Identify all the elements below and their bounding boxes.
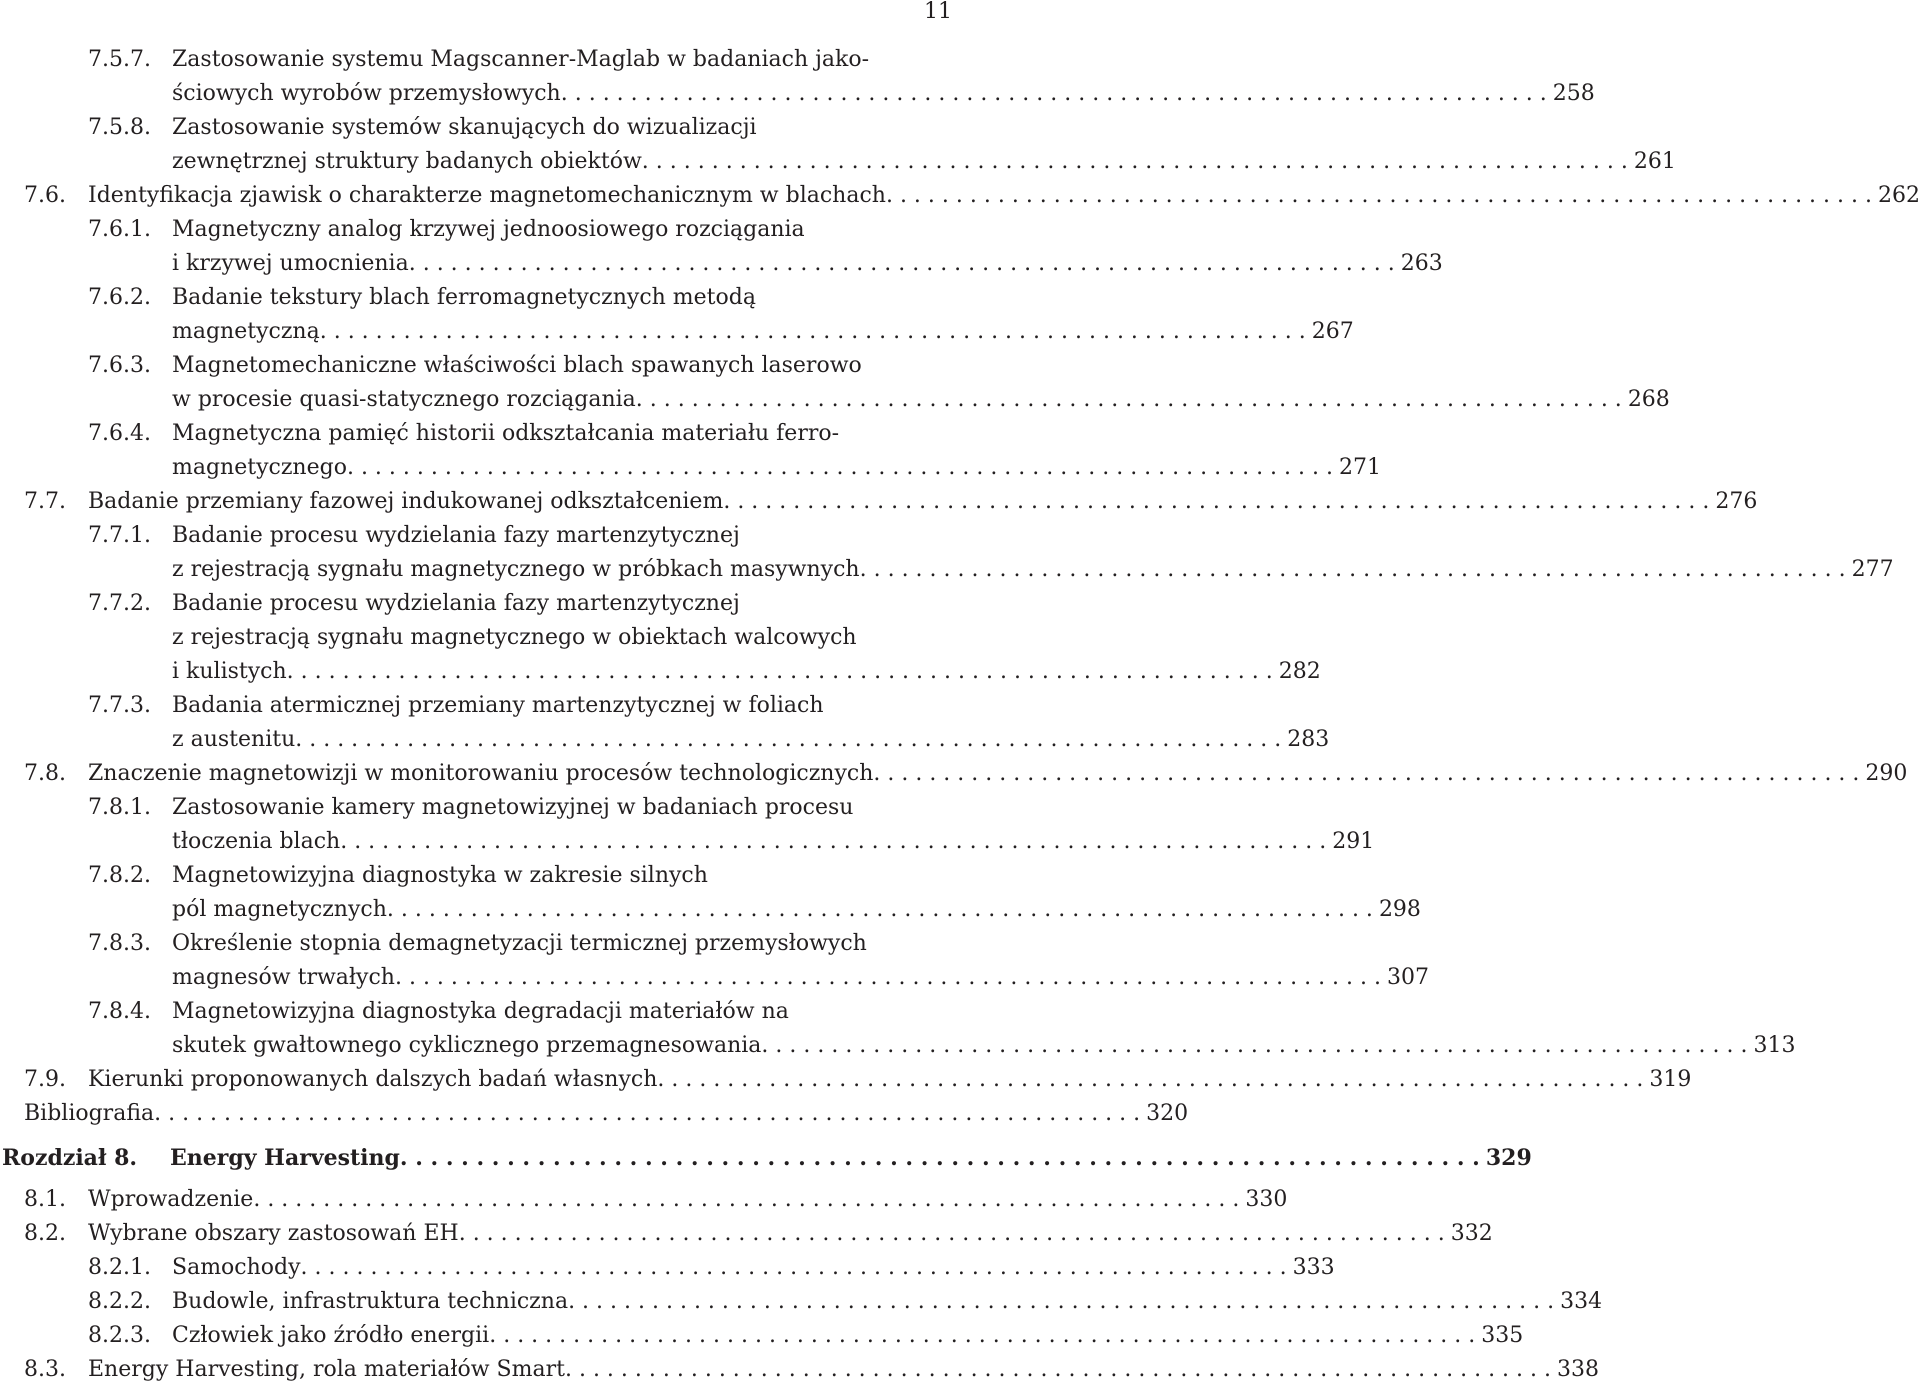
toc-entry-title-line: Badanie tekstury blach ferromagnetycznych metodą [172, 285, 756, 310]
toc-entry-number: 7.6.3. [88, 353, 151, 378]
toc-entry [0, 1284, 1603, 1318]
toc-entry-page: 330 [1245, 1187, 1288, 1212]
toc-entry [0, 1182, 1288, 1216]
toc-entry-title-line: Energy Harvesting [170, 1145, 400, 1171]
dot-leader: . . . . . . . . . . . . . . . . . . . . . . . . . . . . . . . . . . . . . . . . . . . . . . . . . . . . . . . . . . . . . . . . . . . . . . . [885, 183, 1872, 208]
toc-entry [0, 1250, 1335, 1284]
toc-entry-title-line: Człowiek jako źródło energii [172, 1323, 490, 1348]
toc-entry [0, 858, 1421, 926]
dot-leader: . . . . . . . . . . . . . . . . . . . . . . . . . . . . . . . . . . . . . . . . . . . . . . . . . . . . . . . . . . . . . . . . . . . . . . . [340, 829, 1327, 854]
toc-entry-title-line: Wprowadzenie [88, 1187, 254, 1212]
toc-entry-title-line: Badanie przemiany fazowej indukowanej odkształceniem [88, 489, 724, 514]
dot-leader: . . . . . . . . . . . . . . . . . . . . . . . . . . . . . . . . . . . . . . . . . . . . . . . . . . . . . . . . . . . . . . . . . . . . . . . [295, 727, 1282, 752]
toc-entry [0, 1318, 1524, 1352]
toc-entry-number: 7.7.3. [88, 693, 151, 718]
toc-entry-title-line: Magnetomechaniczne właściwości blach spawanych laserowo [172, 353, 862, 378]
toc-entry [0, 756, 1908, 790]
toc-entry-page: 290 [1865, 761, 1908, 786]
dot-leader: . . . . . . . . . . . . . . . . . . . . . . . . . . . . . . . . . . . . . . . . . . . . . . . . . . . . . . . . . . . . . . . . . . . . . . . [286, 659, 1273, 684]
toc-entry-page: 333 [1292, 1255, 1335, 1280]
toc-entry-title-line: Budowle, infrastruktura techniczna [172, 1289, 569, 1314]
toc-entry [0, 1352, 1600, 1386]
toc-entry [0, 42, 1595, 110]
toc-entry-title-line: magnesów trwałych [172, 965, 395, 990]
toc-entry-last-line [172, 314, 1354, 350]
toc-entry-title-line: z austenitu [172, 727, 296, 752]
toc-entry-page: 271 [1339, 455, 1381, 480]
dot-leader: . . . . . . . . . . . . . . . . . . . . . . . . . . . . . . . . . . . . . . . . . . . . . . . . . . . . . . . . . . . . . . . . . . . . . . . [723, 489, 1710, 514]
toc-entry [0, 178, 1920, 212]
toc-entry [0, 416, 1381, 484]
toc-entry-page: 298 [1378, 897, 1421, 922]
toc-entry-last-line [88, 1062, 1692, 1098]
dot-leader: . . . . . . . . . . . . . . . . . . . . . . . . . . . . . . . . . . . . . . . . . . . . . . . . . . . . . . . . . . . . . . . . . . . . . . . [560, 81, 1547, 106]
toc-entry-title-line: Zastosowanie systemów skanujących do wizualizacji [172, 115, 757, 140]
dot-leader: . . . . . . . . . . . . . . . . . . . . . . . . . . . . . . . . . . . . . . . . . . . . . . . . . . . . . . . . . . . . . . . . . . . . . . . [300, 1255, 1287, 1280]
toc-entry-title-line: Określenie stopnia demagnetyzacji termicznej przemysłowych [172, 931, 867, 956]
toc-entry-page: 307 [1387, 965, 1430, 990]
toc-entry-number: 8.2.1. [88, 1255, 151, 1280]
toc-entry-last-line [88, 178, 1920, 214]
toc-entry-number: 7.6.4. [88, 421, 151, 446]
toc-entry-title-line: Magnetyczny analog krzywej jednoosiowego rozciągania [172, 217, 805, 242]
toc-entry-title-line: Zastosowanie systemu Magscanner-Maglab w badaniach jako- [172, 47, 870, 72]
toc-entry-last-line [172, 1028, 1796, 1064]
toc-entry-last-line [88, 484, 1758, 520]
toc-entry [0, 1062, 1692, 1096]
toc-entry-title-line: Energy Harvesting, rola materiałów Smart [88, 1357, 565, 1382]
toc-entry-page: 268 [1627, 387, 1670, 412]
toc-entry-page: 319 [1649, 1067, 1692, 1092]
toc-entry-page: 267 [1311, 319, 1354, 344]
dot-leader: . . . . . . . . . . . . . . . . . . . . . . . . . . . . . . . . . . . . . . . . . . . . . . . . . . . . . . . . . . . . . . . . . . . . . . . [408, 251, 1395, 276]
toc-entry-last-line [172, 654, 1321, 690]
toc-entry-number: 7.5.8. [88, 115, 151, 140]
toc-entry-page: 332 [1450, 1221, 1493, 1246]
dot-leader: . . . . . . . . . . . . . . . . . . . . . . . . . . . . . . . . . . . . . . . . . . . . . . . . . . . . . . . . . . . . . . . . . . . . . . . [564, 1357, 1552, 1382]
toc-entry-page: 262 [1878, 183, 1920, 208]
toc-entry-number: 7.8.4. [88, 999, 151, 1024]
dot-leader: . . . . . . . . . . . . . . . . . . . . . . . . . . . . . . . . . . . . . . . . . . . . . . . . . . . . . . . . . . . . . . . . . . . . . . . [386, 897, 1373, 922]
toc-entry-page: 261 [1633, 149, 1676, 174]
toc-entry-title-line: Magnetyczna pamięć historii odkształcania materiału ferro- [172, 421, 840, 446]
toc-entry-last-line [172, 246, 1443, 282]
dot-leader: . . . . . . . . . . . . . . . . . . . . . . . . . . . . . . . . . . . . . . . . . . . . . . . . . . . . . . . . . . . . . . . . . . . . . . . [399, 1145, 1480, 1171]
toc-entry-last-line [88, 1182, 1288, 1218]
toc-entry-last-line [172, 892, 1421, 928]
dot-leader: . . . . . . . . . . . . . . . . . . . . . . . . . . . . . . . . . . . . . . . . . . . . . . . . . . . . . . . . . . . . . . . . . . . . . . . [873, 761, 1860, 786]
toc-entry-number: Rozdział 8. [2, 1145, 138, 1171]
toc-entry [0, 518, 1894, 586]
toc-entry-page: 283 [1287, 727, 1330, 752]
toc-entry-number: 7.8. [24, 761, 66, 786]
toc-entry-page: 320 [1146, 1101, 1189, 1126]
toc-entry-title-line: zewnętrznej struktury badanych obiektów [172, 149, 642, 174]
toc-entry-title-line: Magnetowizyjna diagnostyka w zakresie silnych [172, 863, 708, 888]
toc-entry-last-line [88, 1352, 1600, 1388]
toc-entry [0, 212, 1443, 280]
toc-entry-last-line [172, 552, 1894, 588]
toc-entry-number: 8.2.3. [88, 1323, 151, 1348]
toc-entry-title-line: z rejestracją sygnału magnetycznego w obiektach walcowych [172, 625, 857, 650]
toc-entry-page: 335 [1481, 1323, 1524, 1348]
toc-entry-last-line [88, 756, 1908, 792]
toc-entry-number: 8.3. [24, 1357, 66, 1382]
toc-entry-number: 7.6. [24, 183, 66, 208]
toc-entry-number: 8.2.2. [88, 1289, 151, 1314]
dot-leader: . . . . . . . . . . . . . . . . . . . . . . . . . . . . . . . . . . . . . . . . . . . . . . . . . . . . . . . . . . . . . . . . . . . . . . . [253, 1187, 1240, 1212]
toc-entry-page: 263 [1400, 251, 1443, 276]
toc-entry [0, 926, 1430, 994]
toc-entry [0, 790, 1375, 858]
toc-entry [0, 1096, 1189, 1130]
toc-entry-page: 276 [1715, 489, 1758, 514]
toc-entry-title-line: Zastosowanie kamery magnetowizyjnej w badaniach procesu [172, 795, 854, 820]
page-number: 11 [924, 0, 952, 24]
dot-leader: . . . . . . . . . . . . . . . . . . . . . . . . . . . . . . . . . . . . . . . . . . . . . . . . . . . . . . . . . . . . . . . . . . . . . . . [394, 965, 1382, 990]
toc-entry [0, 280, 1354, 348]
toc-entry-title-line: Wybrane obszary zastosowań EH [88, 1221, 459, 1246]
toc-entry [0, 110, 1676, 178]
toc-entry-title-line: Bibliografia [24, 1101, 155, 1126]
toc-entry-page: 282 [1278, 659, 1321, 684]
toc-entry-last-line [172, 144, 1676, 180]
toc-entry-title-line: magnetycznego [172, 455, 347, 480]
toc-entry-number: 7.9. [24, 1067, 66, 1092]
toc-entry-number: 8.1. [24, 1187, 66, 1212]
toc-entry-title-line: ściowych wyrobów przemysłowych [172, 81, 561, 106]
toc-entry-last-line [172, 76, 1595, 112]
toc-entry-page: 291 [1332, 829, 1375, 854]
toc-entry-title-line: Samochody [172, 1255, 301, 1280]
toc-entry-last-line [172, 960, 1430, 996]
toc-entry-last-line [88, 1216, 1493, 1252]
toc-entry-title-line: magnetyczną [172, 319, 320, 344]
toc-entry-title-line: i krzywej umocnienia [172, 251, 409, 276]
toc-entry-number: 7.7.2. [88, 591, 151, 616]
toc-entry [0, 484, 1758, 518]
toc-entry-title-line: i kulistych [172, 659, 287, 684]
toc-entry-title-line: pól magnetycznych [172, 897, 387, 922]
toc-entry-title-line: Znaczenie magnetowizji w monitorowaniu procesów technologicznych [88, 761, 874, 786]
toc-entry-title-line: skutek gwałtownego cyklicznego przemagnesowania [172, 1033, 762, 1058]
toc-entry-last-line [24, 1096, 1189, 1132]
toc-entry-title-line: Badanie procesu wydzielania fazy martenzytycznej [172, 523, 740, 548]
toc-entry-page: 258 [1552, 81, 1595, 106]
toc-entry-last-line [170, 1140, 1532, 1176]
toc-entry [0, 1140, 1532, 1174]
toc-entry [0, 1216, 1493, 1250]
toc-entry-last-line [172, 1284, 1603, 1320]
toc-entry-page: 329 [1485, 1145, 1532, 1171]
dot-leader: . . . . . . . . . . . . . . . . . . . . . . . . . . . . . . . . . . . . . . . . . . . . . . . . . . . . . . . . . . . . . . . . . . . . . . . [489, 1323, 1476, 1348]
toc-entry [0, 348, 1670, 416]
dot-leader: . . . . . . . . . . . . . . . . . . . . . . . . . . . . . . . . . . . . . . . . . . . . . . . . . . . . . . . . . . . . . . . . . . . . . . . [458, 1221, 1445, 1246]
toc-entry [0, 688, 1330, 756]
toc-entry-title-line: w procesie quasi-statycznego rozciągania [172, 387, 636, 412]
toc-entry-page: 334 [1560, 1289, 1603, 1314]
toc-entry [0, 586, 1321, 688]
toc-entry-title-line: Badania atermicznej przemiany martenzytycznej w foliach [172, 693, 824, 718]
toc-entry-number: 7.6.1. [88, 217, 151, 242]
dot-leader: . . . . . . . . . . . . . . . . . . . . . . . . . . . . . . . . . . . . . . . . . . . . . . . . . . . . . . . . . . . . . . . . . . . . . . . [635, 387, 1622, 412]
toc-entry-title-line: Badanie procesu wydzielania fazy martenzytycznej [172, 591, 740, 616]
dot-leader: . . . . . . . . . . . . . . . . . . . . . . . . . . . . . . . . . . . . . . . . . . . . . . . . . . . . . . . . . . . . . . . . . . . . . . . [319, 319, 1306, 344]
toc-entry-last-line [172, 450, 1381, 486]
toc-entry-page: 277 [1851, 557, 1894, 582]
toc-entry-number: 8.2. [24, 1221, 66, 1246]
toc-entry [0, 994, 1796, 1062]
toc-entry-last-line [172, 1318, 1524, 1354]
dot-leader: . . . . . . . . . . . . . . . . . . . . . . . . . . . . . . . . . . . . . . . . . . . . . . . . . . . . . . . . . . . . . . . . . . . . . . . [761, 1033, 1748, 1058]
toc-entry-last-line [172, 722, 1330, 758]
toc-entry-number: 7.7. [24, 489, 66, 514]
toc-entry-number: 7.8.3. [88, 931, 151, 956]
dot-leader: . . . . . . . . . . . . . . . . . . . . . . . . . . . . . . . . . . . . . . . . . . . . . . . . . . . . . . . . . . . . . . . . . . . . . . . [859, 557, 1846, 582]
toc-entry-last-line [172, 824, 1375, 860]
toc-entry-title-line: tłoczenia blach [172, 829, 341, 854]
dot-leader: . . . . . . . . . . . . . . . . . . . . . . . . . . . . . . . . . . . . . . . . . . . . . . . . . . . . . . . . . . . . . . . . . . . . . . . [154, 1101, 1141, 1126]
toc-entry-number: 7.6.2. [88, 285, 151, 310]
toc-entry-number: 7.7.1. [88, 523, 151, 548]
toc-entry-last-line [172, 1250, 1335, 1286]
toc-entry-page: 338 [1557, 1357, 1600, 1382]
toc-entry-number: 7.8.2. [88, 863, 151, 888]
dot-leader: . . . . . . . . . . . . . . . . . . . . . . . . . . . . . . . . . . . . . . . . . . . . . . . . . . . . . . . . . . . . . . . . . . . . . . . [657, 1067, 1644, 1092]
dot-leader: . . . . . . . . . . . . . . . . . . . . . . . . . . . . . . . . . . . . . . . . . . . . . . . . . . . . . . . . . . . . . . . . . . . . . . . [568, 1289, 1555, 1314]
toc-entry-last-line [172, 382, 1670, 418]
toc-entry-page: 313 [1753, 1033, 1796, 1058]
toc-entry-title-line: Identyfikacja zjawisk o charakterze magnetomechanicznym w blachach [88, 183, 886, 208]
toc-entry-title-line: Magnetowizyjna diagnostyka degradacji materiałów na [172, 999, 789, 1024]
toc-entry-number: 7.8.1. [88, 795, 151, 820]
toc-entry-title-line: Kierunki proponowanych dalszych badań własnych [88, 1067, 658, 1092]
toc-entry-number: 7.5.7. [88, 47, 151, 72]
dot-leader: . . . . . . . . . . . . . . . . . . . . . . . . . . . . . . . . . . . . . . . . . . . . . . . . . . . . . . . . . . . . . . . . . . . . . . . [641, 149, 1628, 174]
dot-leader: . . . . . . . . . . . . . . . . . . . . . . . . . . . . . . . . . . . . . . . . . . . . . . . . . . . . . . . . . . . . . . . . . . . . . . . [346, 455, 1333, 480]
toc-entry-title-line: z rejestracją sygnału magnetycznego w próbkach masywnych [172, 557, 860, 582]
